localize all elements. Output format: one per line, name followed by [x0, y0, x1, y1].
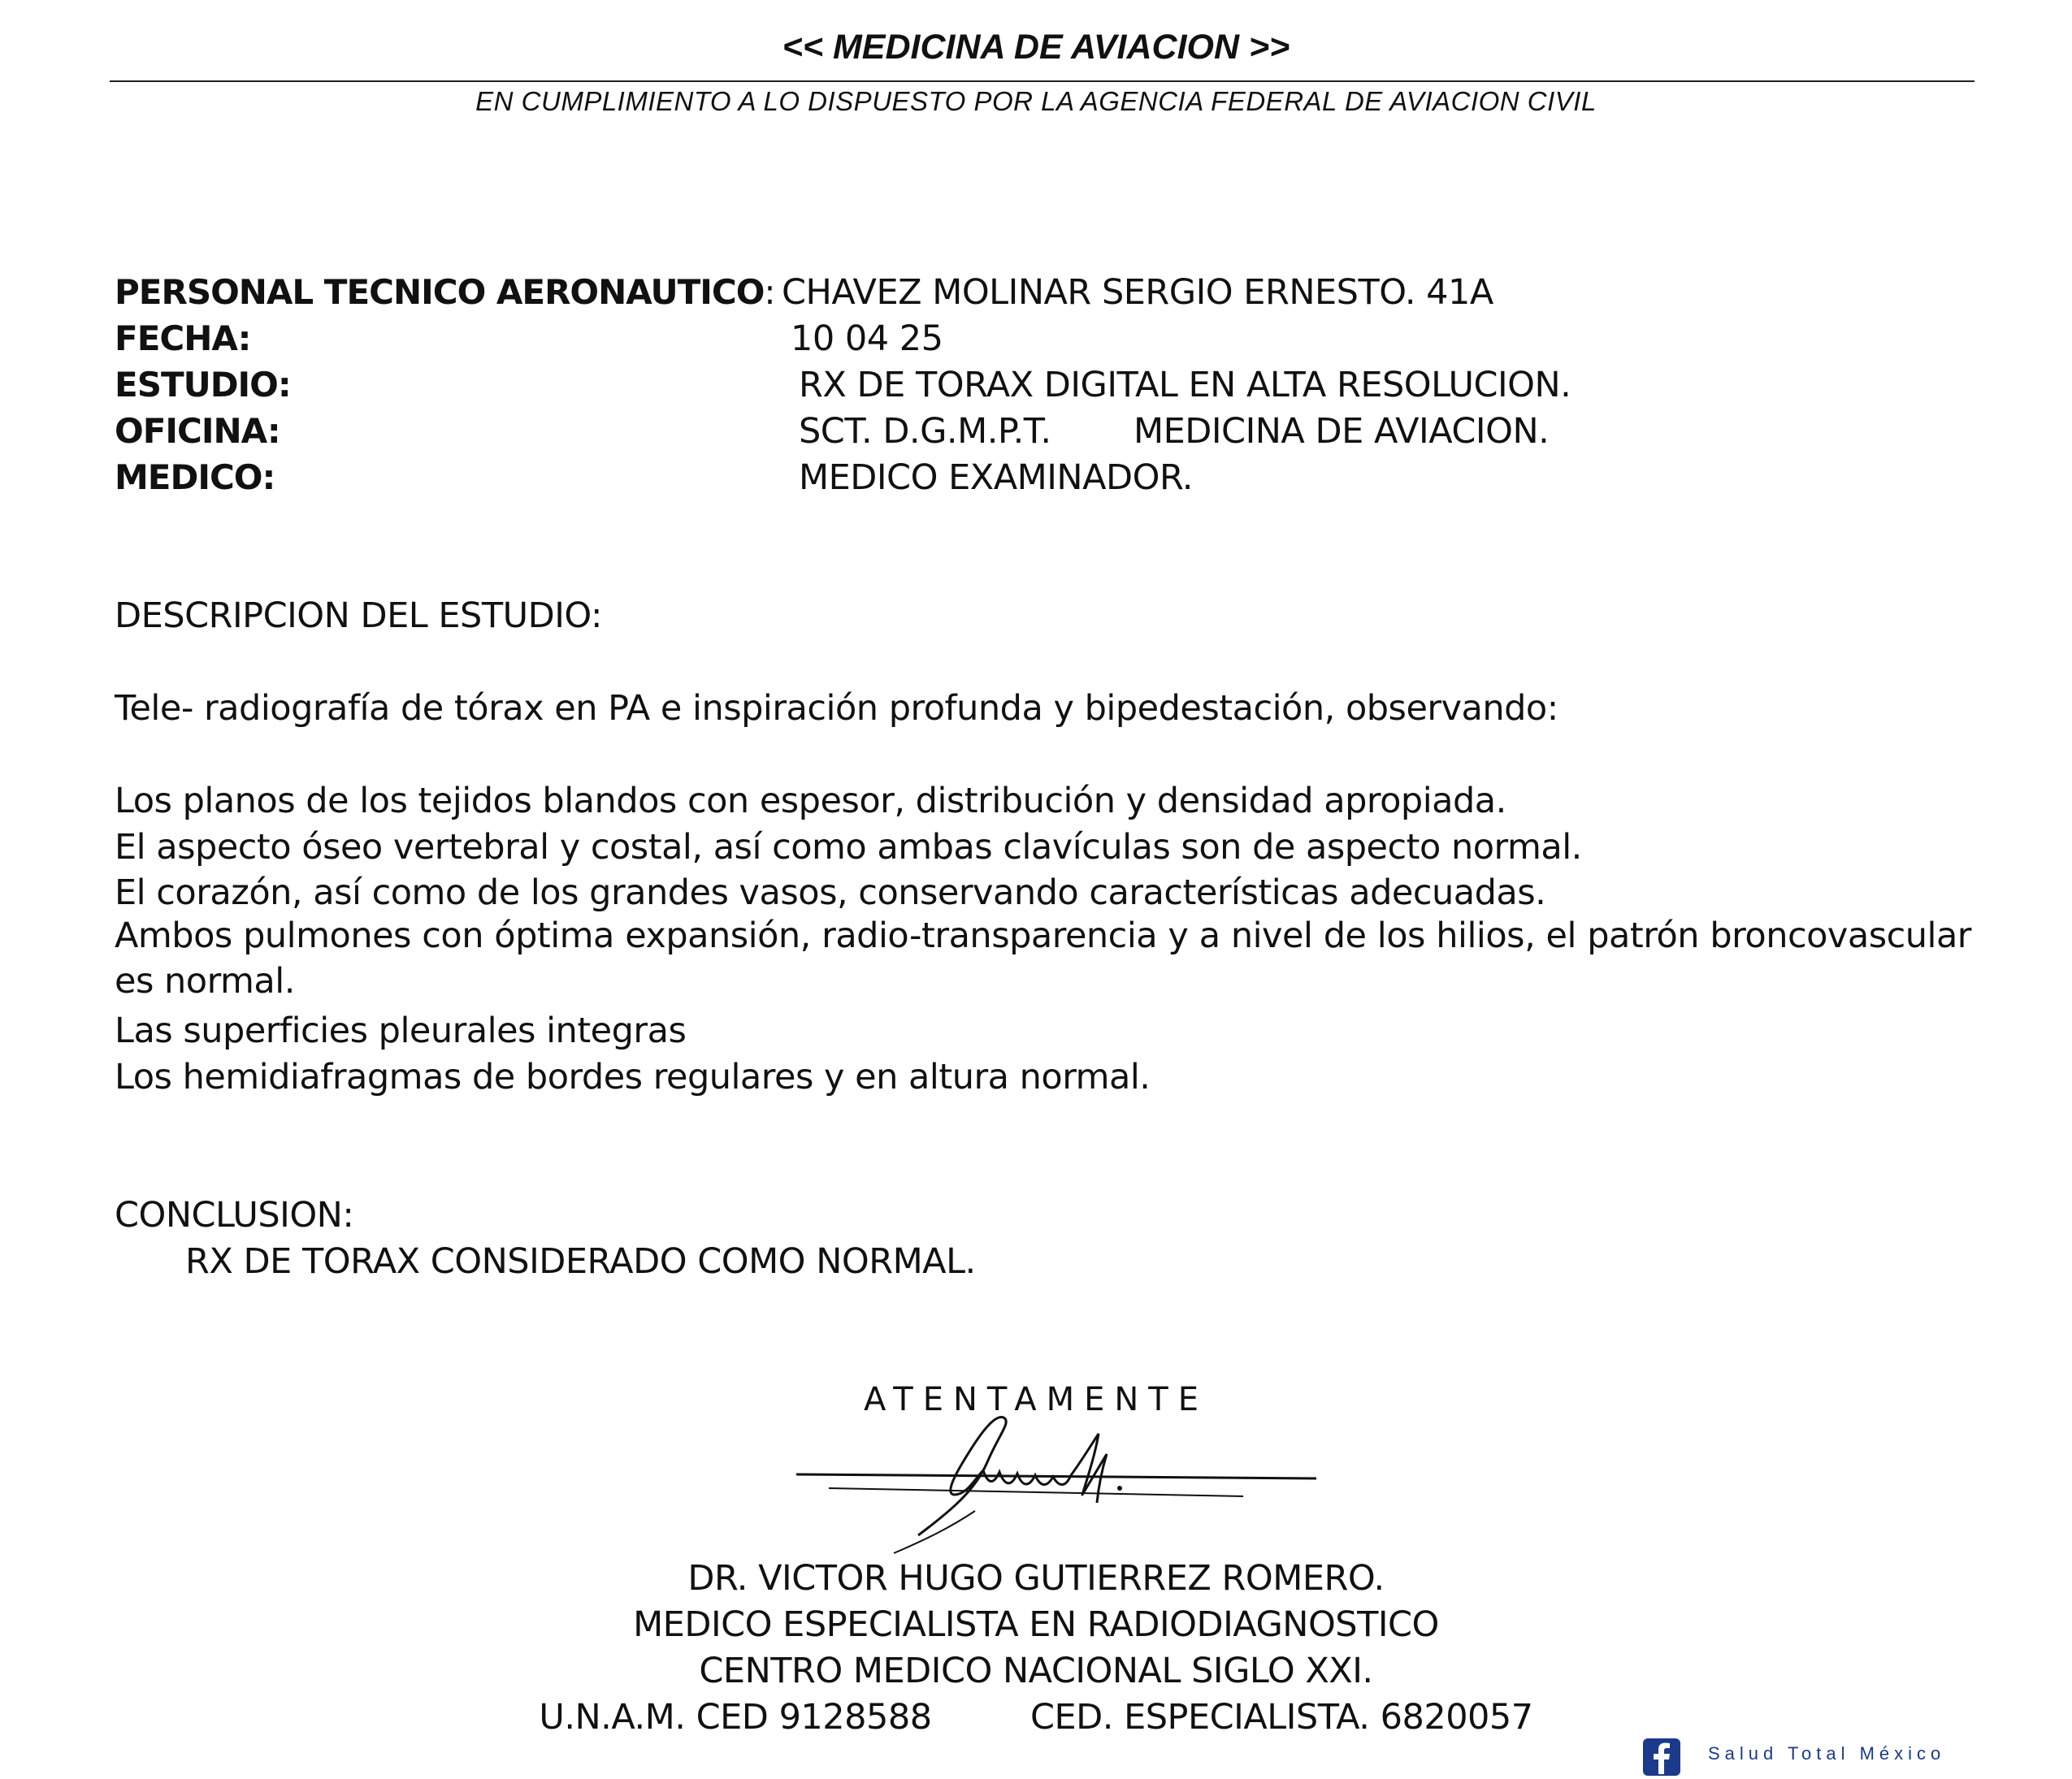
medico-value: MEDICO EXAMINADOR. — [799, 457, 1193, 498]
medico-label: MEDICO: — [115, 457, 275, 497]
estudio-value: RX DE TORAX DIGITAL EN ALTA RESOLUCION. — [799, 365, 1571, 405]
description-line: El aspecto óseo vertebral y costal, así como ambas clavículas son de aspecto normal. — [115, 827, 1582, 868]
description-intro: Tele- radiografía de tórax en PA e inspiración profunda y bipedestación, observando: — [115, 688, 1558, 729]
social-text: Salud Total México — [1708, 1743, 1946, 1764]
ced-unam: U.N.A.M. CED 9128588 — [539, 1697, 932, 1738]
ced-especialista: CED. ESPECIALISTA. 6820057 — [1029, 1697, 1533, 1738]
header-subtitle: EN CUMPLIMIENTO A LO DISPUESTO POR LA AGENCIA FEDERAL DE AVIACION CIVIL — [475, 86, 1597, 116]
description-line: Los hemidiafragmas de bordes regulares y en altura normal. — [115, 1057, 1151, 1097]
oficina-value-2: MEDICINA DE AVIACION. — [1134, 411, 1550, 452]
description-line: El corazón, así como de los grandes vasos, conservando características adecuadas. — [115, 872, 1546, 913]
description-line: Ambos pulmones con óptima expansión, radio-transparencia y a nivel de los hilios, el patrón broncovascular es normal. — [115, 915, 1971, 1002]
doctor-institution: CENTRO MEDICO NACIONAL SIGLO XXI. — [699, 1651, 1373, 1691]
personal-label: PERSONAL TECNICO AERONAUTICO: — [115, 272, 775, 312]
description-line: Las superficies pleurales integras — [115, 1011, 687, 1051]
fecha-label: FECHA: — [115, 318, 251, 358]
closing-text: ATENTAMENTE — [864, 1381, 1208, 1418]
oficina-value-1: SCT. D.G.M.P.T. — [799, 411, 1051, 452]
personal-value: CHAVEZ MOLINAR SERGIO ERNESTO. 41A — [782, 272, 1493, 313]
doctor-title: MEDICO ESPECIALISTA EN RADIODIAGNOSTICO — [633, 1604, 1439, 1645]
doctor-name: DR. VICTOR HUGO GUTIERREZ ROMERO. — [687, 1558, 1385, 1599]
description-line: Los planos de los tejidos blandos con espesor, distribución y densidad apropiada. — [115, 781, 1506, 821]
conclusion-text: RX DE TORAX CONSIDERADO COMO NORMAL. — [185, 1241, 976, 1282]
fecha-value: 10 04 25 — [791, 318, 943, 359]
oficina-label: OFICINA: — [115, 411, 280, 451]
conclusion-heading: CONCLUSION: — [115, 1195, 354, 1236]
signature-image — [780, 1413, 1333, 1576]
header-title: << MEDICINA DE AVIACION >> — [782, 28, 1290, 67]
facebook-icon — [1643, 1738, 1680, 1776]
header-divider — [110, 80, 1974, 82]
description-heading: DESCRIPCION DEL ESTUDIO: — [115, 595, 602, 636]
estudio-label: ESTUDIO: — [115, 365, 291, 405]
doctor-credentials — [0, 1697, 2072, 1738]
